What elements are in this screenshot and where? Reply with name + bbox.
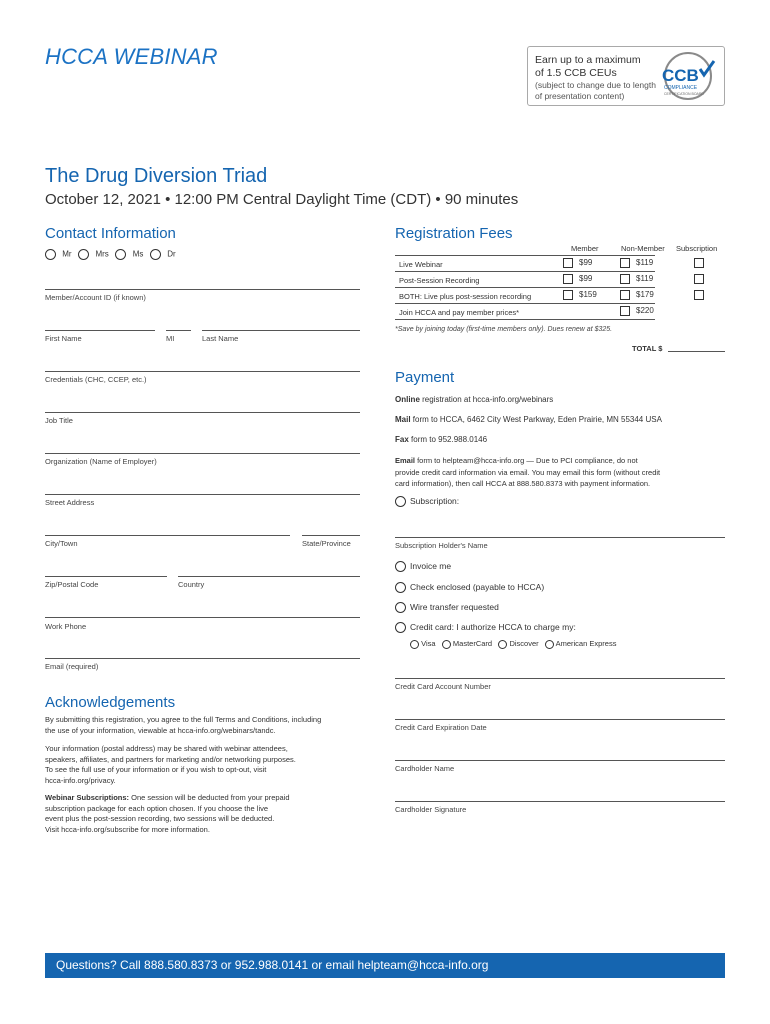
check-radio[interactable] bbox=[395, 582, 406, 593]
footer-bar bbox=[45, 953, 725, 978]
zip-label: Zip/Postal Code bbox=[45, 580, 99, 589]
fee-row-both-label: BOTH: Live plus post-session recording bbox=[399, 292, 532, 301]
ceu-line-1: Earn up to a maximum bbox=[535, 54, 641, 66]
join-nonmember-price: $220 bbox=[636, 306, 654, 315]
zip-field[interactable] bbox=[45, 576, 167, 577]
ceu-line-2: of 1.5 CCB CEUs bbox=[535, 67, 617, 79]
both-nonmember-checkbox[interactable] bbox=[620, 290, 630, 300]
ceu-line-4: of presentation content) bbox=[535, 91, 625, 101]
country-label: Country bbox=[178, 580, 205, 589]
cc-number-label: Credit Card Account Number bbox=[395, 682, 491, 691]
ack-p2-line-3: To see the full use of your information or if you wish to opt-out, visit bbox=[45, 765, 267, 774]
salutation-dr-radio[interactable] bbox=[150, 249, 161, 260]
live-nonmember-price: $119 bbox=[636, 258, 654, 267]
city-label: City/Town bbox=[45, 539, 78, 548]
invoice-label: Invoice me bbox=[410, 561, 452, 571]
wire-option[interactable] bbox=[395, 602, 499, 613]
signature-label: Cardholder Signature bbox=[395, 805, 467, 814]
last-name-label: Last Name bbox=[202, 334, 239, 343]
cc-exp-label: Credit Card Expiration Date bbox=[395, 723, 487, 732]
online-bold: Online bbox=[395, 395, 420, 404]
both-nonmember-price: $179 bbox=[636, 290, 654, 299]
mi-field[interactable] bbox=[166, 330, 191, 331]
organization-field[interactable] bbox=[45, 453, 360, 454]
both-subscription-checkbox[interactable] bbox=[694, 290, 704, 300]
salutation-dr-label: Dr bbox=[167, 249, 176, 259]
fees-note: *Save by joining today (first-time members only). Dues renew at $325. bbox=[395, 326, 613, 333]
contact-heading: Contact Information bbox=[45, 225, 176, 242]
fees-heading: Registration Fees bbox=[395, 225, 513, 242]
card-discover-radio[interactable] bbox=[498, 640, 507, 649]
event-subtitle: October 12, 2021 • 12:00 PM Central Daylight Time (CDT) • 90 minutes bbox=[45, 191, 519, 208]
mail-bold: Mail bbox=[395, 415, 411, 424]
fee-row-join bbox=[395, 303, 655, 320]
footer-text: Questions? Call 888.580.8373 or 952.988.0141 or email helpteam@hcca-info.org bbox=[56, 958, 489, 972]
first-name-label: First Name bbox=[45, 334, 82, 343]
salutation-mr-radio[interactable] bbox=[45, 249, 56, 260]
ccb-logo-icon bbox=[656, 51, 720, 101]
ack-paragraph-2 bbox=[45, 744, 385, 786]
card-mastercard-label: MasterCard bbox=[452, 639, 493, 648]
fax-bold: Fax bbox=[395, 435, 409, 444]
payment-mail bbox=[395, 415, 662, 424]
credentials-label: Credentials (CHC, CCEP, etc.) bbox=[45, 375, 147, 384]
mi-label: MI bbox=[166, 334, 175, 343]
card-visa-label: Visa bbox=[421, 639, 436, 648]
state-field[interactable] bbox=[302, 535, 360, 536]
street-label: Street Address bbox=[45, 498, 95, 507]
credentials-field[interactable] bbox=[45, 371, 360, 372]
fee-row-live bbox=[395, 255, 655, 271]
recording-subscription-checkbox[interactable] bbox=[694, 274, 704, 284]
logo-sub-2: CERTIFICATION BOARD bbox=[664, 92, 704, 96]
wire-label: Wire transfer requested bbox=[410, 602, 499, 612]
phone-field[interactable] bbox=[45, 617, 360, 618]
live-subscription-checkbox[interactable] bbox=[694, 258, 704, 268]
member-id-label: Member/Account ID (if known) bbox=[45, 293, 146, 302]
ack-paragraph-3 bbox=[45, 793, 385, 835]
card-mastercard-radio[interactable] bbox=[442, 640, 451, 649]
online-text: registration at hcca-info.org/webinars bbox=[419, 395, 554, 404]
credit-label: Credit card: I authorize HCCA to charge my: bbox=[410, 622, 576, 632]
phone-label: Work Phone bbox=[45, 622, 87, 631]
logo-text: CCB bbox=[662, 66, 699, 85]
ack-p2-line-4: hcca-info.org/privacy. bbox=[45, 775, 116, 785]
check-option[interactable] bbox=[395, 582, 544, 593]
credit-option[interactable] bbox=[395, 622, 576, 633]
card-discover-label: Discover bbox=[509, 639, 539, 648]
first-name-field[interactable] bbox=[45, 330, 155, 331]
ack-heading: Acknowledgements bbox=[45, 694, 176, 711]
email-field[interactable] bbox=[45, 658, 360, 659]
salutation-ms-label: Ms bbox=[132, 249, 144, 259]
credit-radio[interactable] bbox=[395, 622, 406, 633]
both-member-checkbox[interactable] bbox=[563, 290, 573, 300]
payment-email bbox=[395, 455, 660, 490]
salutation-mrs-radio[interactable] bbox=[78, 249, 89, 260]
ceu-line-3: (subject to change due to length bbox=[535, 80, 656, 90]
payment-fax bbox=[395, 435, 487, 444]
fee-row-recording-label: Post-Session Recording bbox=[399, 276, 480, 285]
col-member: Member bbox=[571, 244, 599, 253]
salutation-ms-radio[interactable] bbox=[115, 249, 126, 260]
payment-online bbox=[395, 395, 553, 404]
job-title-label: Job Title bbox=[45, 416, 73, 425]
total-label: TOTAL $ bbox=[632, 344, 663, 353]
payment-heading: Payment bbox=[395, 369, 455, 386]
mail-text: form to HCCA, 6462 City West Parkway, Eden Prairie, MN 55344 USA bbox=[410, 415, 662, 424]
join-nonmember-checkbox[interactable] bbox=[620, 306, 630, 316]
sub-holder-label: Subscription Holder's Name bbox=[395, 541, 488, 550]
salutation-mr-label: Mr bbox=[62, 249, 72, 259]
cardholder-field[interactable] bbox=[395, 760, 725, 761]
cc-exp-field[interactable] bbox=[395, 719, 725, 720]
email-line-2: provide credit card information via email. You may email this form (without credit bbox=[395, 467, 661, 477]
email-line-3: card information), then call HCCA at 888.580.8373 with payment information. bbox=[395, 479, 651, 488]
ack-p2-line-2: speakers, affiliates, and partners for marketing and/or networking purposes. bbox=[45, 754, 296, 764]
fee-row-live-label: Live Webinar bbox=[399, 260, 443, 269]
check-label: Check enclosed (payable to HCCA) bbox=[410, 582, 545, 592]
country-field[interactable] bbox=[178, 576, 360, 577]
email-text: form to helpteam@hcca-info.org — Due to PCI compliance, do not bbox=[415, 456, 638, 465]
cardholder-label: Cardholder Name bbox=[395, 764, 455, 773]
subscription-option[interactable] bbox=[395, 496, 459, 507]
email-bold: Email bbox=[395, 456, 416, 465]
fee-row-join-label: Join HCCA and pay member prices* bbox=[399, 308, 520, 317]
card-amex-label: American Express bbox=[555, 639, 617, 648]
city-field[interactable] bbox=[45, 535, 290, 536]
live-nonmember-checkbox[interactable] bbox=[620, 258, 630, 268]
job-title-field[interactable] bbox=[45, 412, 360, 413]
live-member-price: $99 bbox=[579, 258, 593, 267]
ack-p3-line-3: event plus the post-session recording, two sessions will be deducted. bbox=[45, 814, 275, 823]
subscription-radio[interactable] bbox=[395, 496, 406, 507]
ack-p1-line-2: the use of your information, viewable at hcca-info.org/webinars/tandc. bbox=[45, 725, 276, 735]
subscription-label: Subscription: bbox=[410, 496, 460, 506]
both-member-price: $159 bbox=[579, 290, 597, 299]
recording-member-checkbox[interactable] bbox=[563, 274, 573, 284]
ack-p2-line-1: Your information (postal address) may be shared with webinar attendees, bbox=[45, 744, 288, 753]
signature-field[interactable] bbox=[395, 801, 725, 802]
ack-p3-line-1: One session will be deducted from your prepaid bbox=[129, 793, 290, 802]
ack-paragraph-1 bbox=[45, 715, 385, 736]
fee-row-recording bbox=[395, 271, 655, 287]
card-type-group bbox=[410, 639, 616, 649]
salutation-group bbox=[45, 249, 176, 260]
last-name-field[interactable] bbox=[202, 330, 360, 331]
ack-p3-bold: Webinar Subscriptions: bbox=[45, 793, 130, 802]
sub-holder-field[interactable] bbox=[395, 537, 725, 538]
wire-radio[interactable] bbox=[395, 602, 406, 613]
recording-nonmember-price: $119 bbox=[636, 274, 654, 283]
invoice-radio[interactable] bbox=[395, 561, 406, 572]
ceu-box bbox=[527, 46, 725, 106]
col-nonmember: Non-Member bbox=[621, 244, 665, 253]
salutation-mrs-label: Mrs bbox=[95, 249, 109, 259]
col-subscription: Subscription bbox=[676, 244, 718, 253]
fee-row-both bbox=[395, 287, 655, 303]
fax-text: form to 952.988.0146 bbox=[408, 435, 488, 444]
street-field[interactable] bbox=[45, 494, 360, 495]
invoice-option[interactable] bbox=[395, 561, 451, 572]
total-field[interactable] bbox=[668, 351, 725, 352]
member-id-field[interactable] bbox=[45, 289, 360, 290]
ack-p3-line-2: subscription package for each option chosen. If you choose the live bbox=[45, 803, 269, 813]
email-label: Email (required) bbox=[45, 662, 99, 671]
cc-number-field[interactable] bbox=[395, 678, 725, 679]
organization-label: Organization (Name of Employer) bbox=[45, 457, 157, 466]
ack-p1-line-1: By submitting this registration, you agree to the full Terms and Conditions, including bbox=[45, 715, 322, 724]
webinar-title: HCCA WEBINAR bbox=[45, 44, 218, 69]
state-label: State/Province bbox=[302, 539, 351, 548]
card-visa-radio[interactable] bbox=[410, 640, 419, 649]
card-amex-radio[interactable] bbox=[545, 640, 554, 649]
live-member-checkbox[interactable] bbox=[563, 258, 573, 268]
recording-member-price: $99 bbox=[579, 274, 593, 283]
event-title: The Drug Diversion Triad bbox=[45, 165, 268, 187]
ack-p3-line-4: Visit hcca-info.org/subscribe for more information. bbox=[45, 824, 210, 834]
recording-nonmember-checkbox[interactable] bbox=[620, 274, 630, 284]
logo-sub-1: COMPLIANCE bbox=[664, 85, 698, 91]
